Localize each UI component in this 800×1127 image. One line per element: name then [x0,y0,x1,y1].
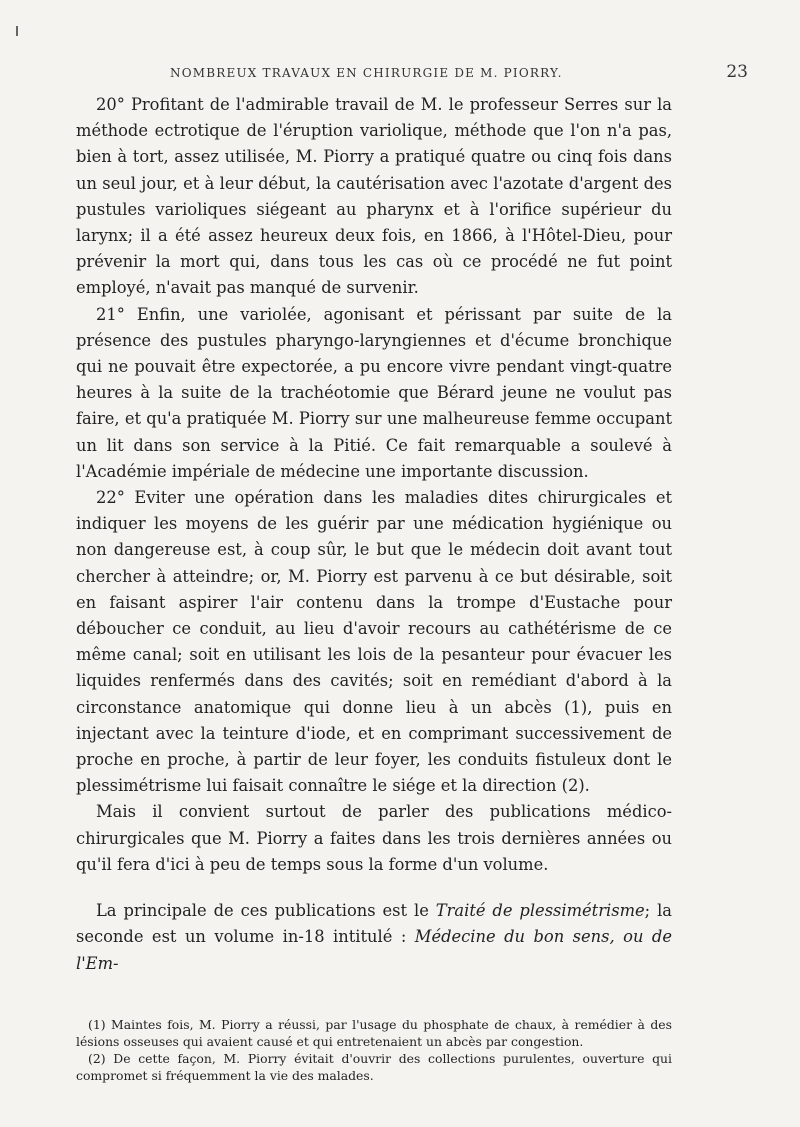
margin-mark [16,26,18,36]
paragraph-principal-publication [76,898,672,977]
paragraph-20: 20° Profitant de l'admirable travail de M. le professeur Serres sur la méthode ectrotique de l'éruption variolique, méthode que l'on n'a pas, bien à tort, assez utilisée, M. Piorry a pratiqué quatre ou cinq fois dans un seul jour, et à leur début, la cautérisation avec l'azotate d'argent des pustules varioliques siégeant au pharynx et à l'orifice supérieur du larynx; il a été assez heureux deux fois, en 1866, à l'Hôtel-Dieu, pour prévenir la mort qui, dans tous les cas où ce procédé ne fut point employé, n'avait pas manqué de survenir. [76,95,672,298]
text-before-title: La principale de ces publications est le [96,901,436,921]
main-text [76,92,672,977]
book-title-plessimetrisme: Traité de plessimétrisme [435,901,645,921]
paragraph-21: 21° Enfin, une variolée, agonisant et périssant par suite de la présence des pustules pharyngo-laryngiennes et d'écume bronchique qui ne pouvait être expectorée, a pu encore vivre pendant vingt-quatre heures à la suite de la trachéotomie que Bérard jeune ne voulut pas faire, et qu'a pratiquée M. Piorry sur une malheureuse femme occupant un lit dans son service à la Pitié. Ce fait remarquable a soulevé à l'Académie impériale de médecine une importante discussion. [76,304,672,481]
paragraph-22: 22° Eviter une opération dans les maladies dites chirurgicales et indiquer les moyens de les guérir par une médication hygiénique ou non dangereuse est, à coup sûr, le but que le médecin doit avant tout chercher à atteindre; or, M. Piorry est parvenu à ce but désirable, soit en faisant aspirer l'air contenu dans la trompe d'Eustache pour déboucher ce conduit, au lieu d'avoir recours au cathétérisme de ce même canal; soit en utilisant les lois de la pesanteur pour évacuer les liquides renfermés dans des cavités; soit en remédiant d'abord à la circonstance anatomique qui donne lieu à un abcès (1), puis en injectant avec la teinture d'iode, et en comprimant successivement de proche en proche, à partir de leur foyer, les conduits fistuleux dont le plessimétrisme lui faisait connaître le siége et la direction (2). [76,488,672,796]
paragraph-publications: Mais il convient surtout de parler des publications médico-chirurgicales que M. Piorry a faites dans les trois dernières années ou qu'il fera d'ici à peu de temps sous la forme d'un volume. [76,802,672,874]
book-title-medecine-bon-sens: Médecine du bon sens, ou de l'Em- [76,927,672,973]
footnote-1: (1) Maintes fois, M. Piorry a réussi, par l'usage du phosphate de chaux, à remédier à des lésions osseuses qui avaient causé et qui entretenaient un abcès par congestion. [76,1017,672,1049]
page-number: 23 [726,62,748,82]
text-middle: ; la seconde est un volume in-18 intitulé : [76,901,672,947]
footnotes [76,1016,672,1084]
running-header [170,62,748,82]
footnote-2: (2) De cette façon, M. Piorry évitait d'ouvrir des collections purulentes, ouverture qui compromet si fréquemment la vie des malades. [76,1051,672,1083]
running-title: NOMBREUX TRAVAUX EN CHIRURGIE DE M. PIORRY. [170,66,563,80]
